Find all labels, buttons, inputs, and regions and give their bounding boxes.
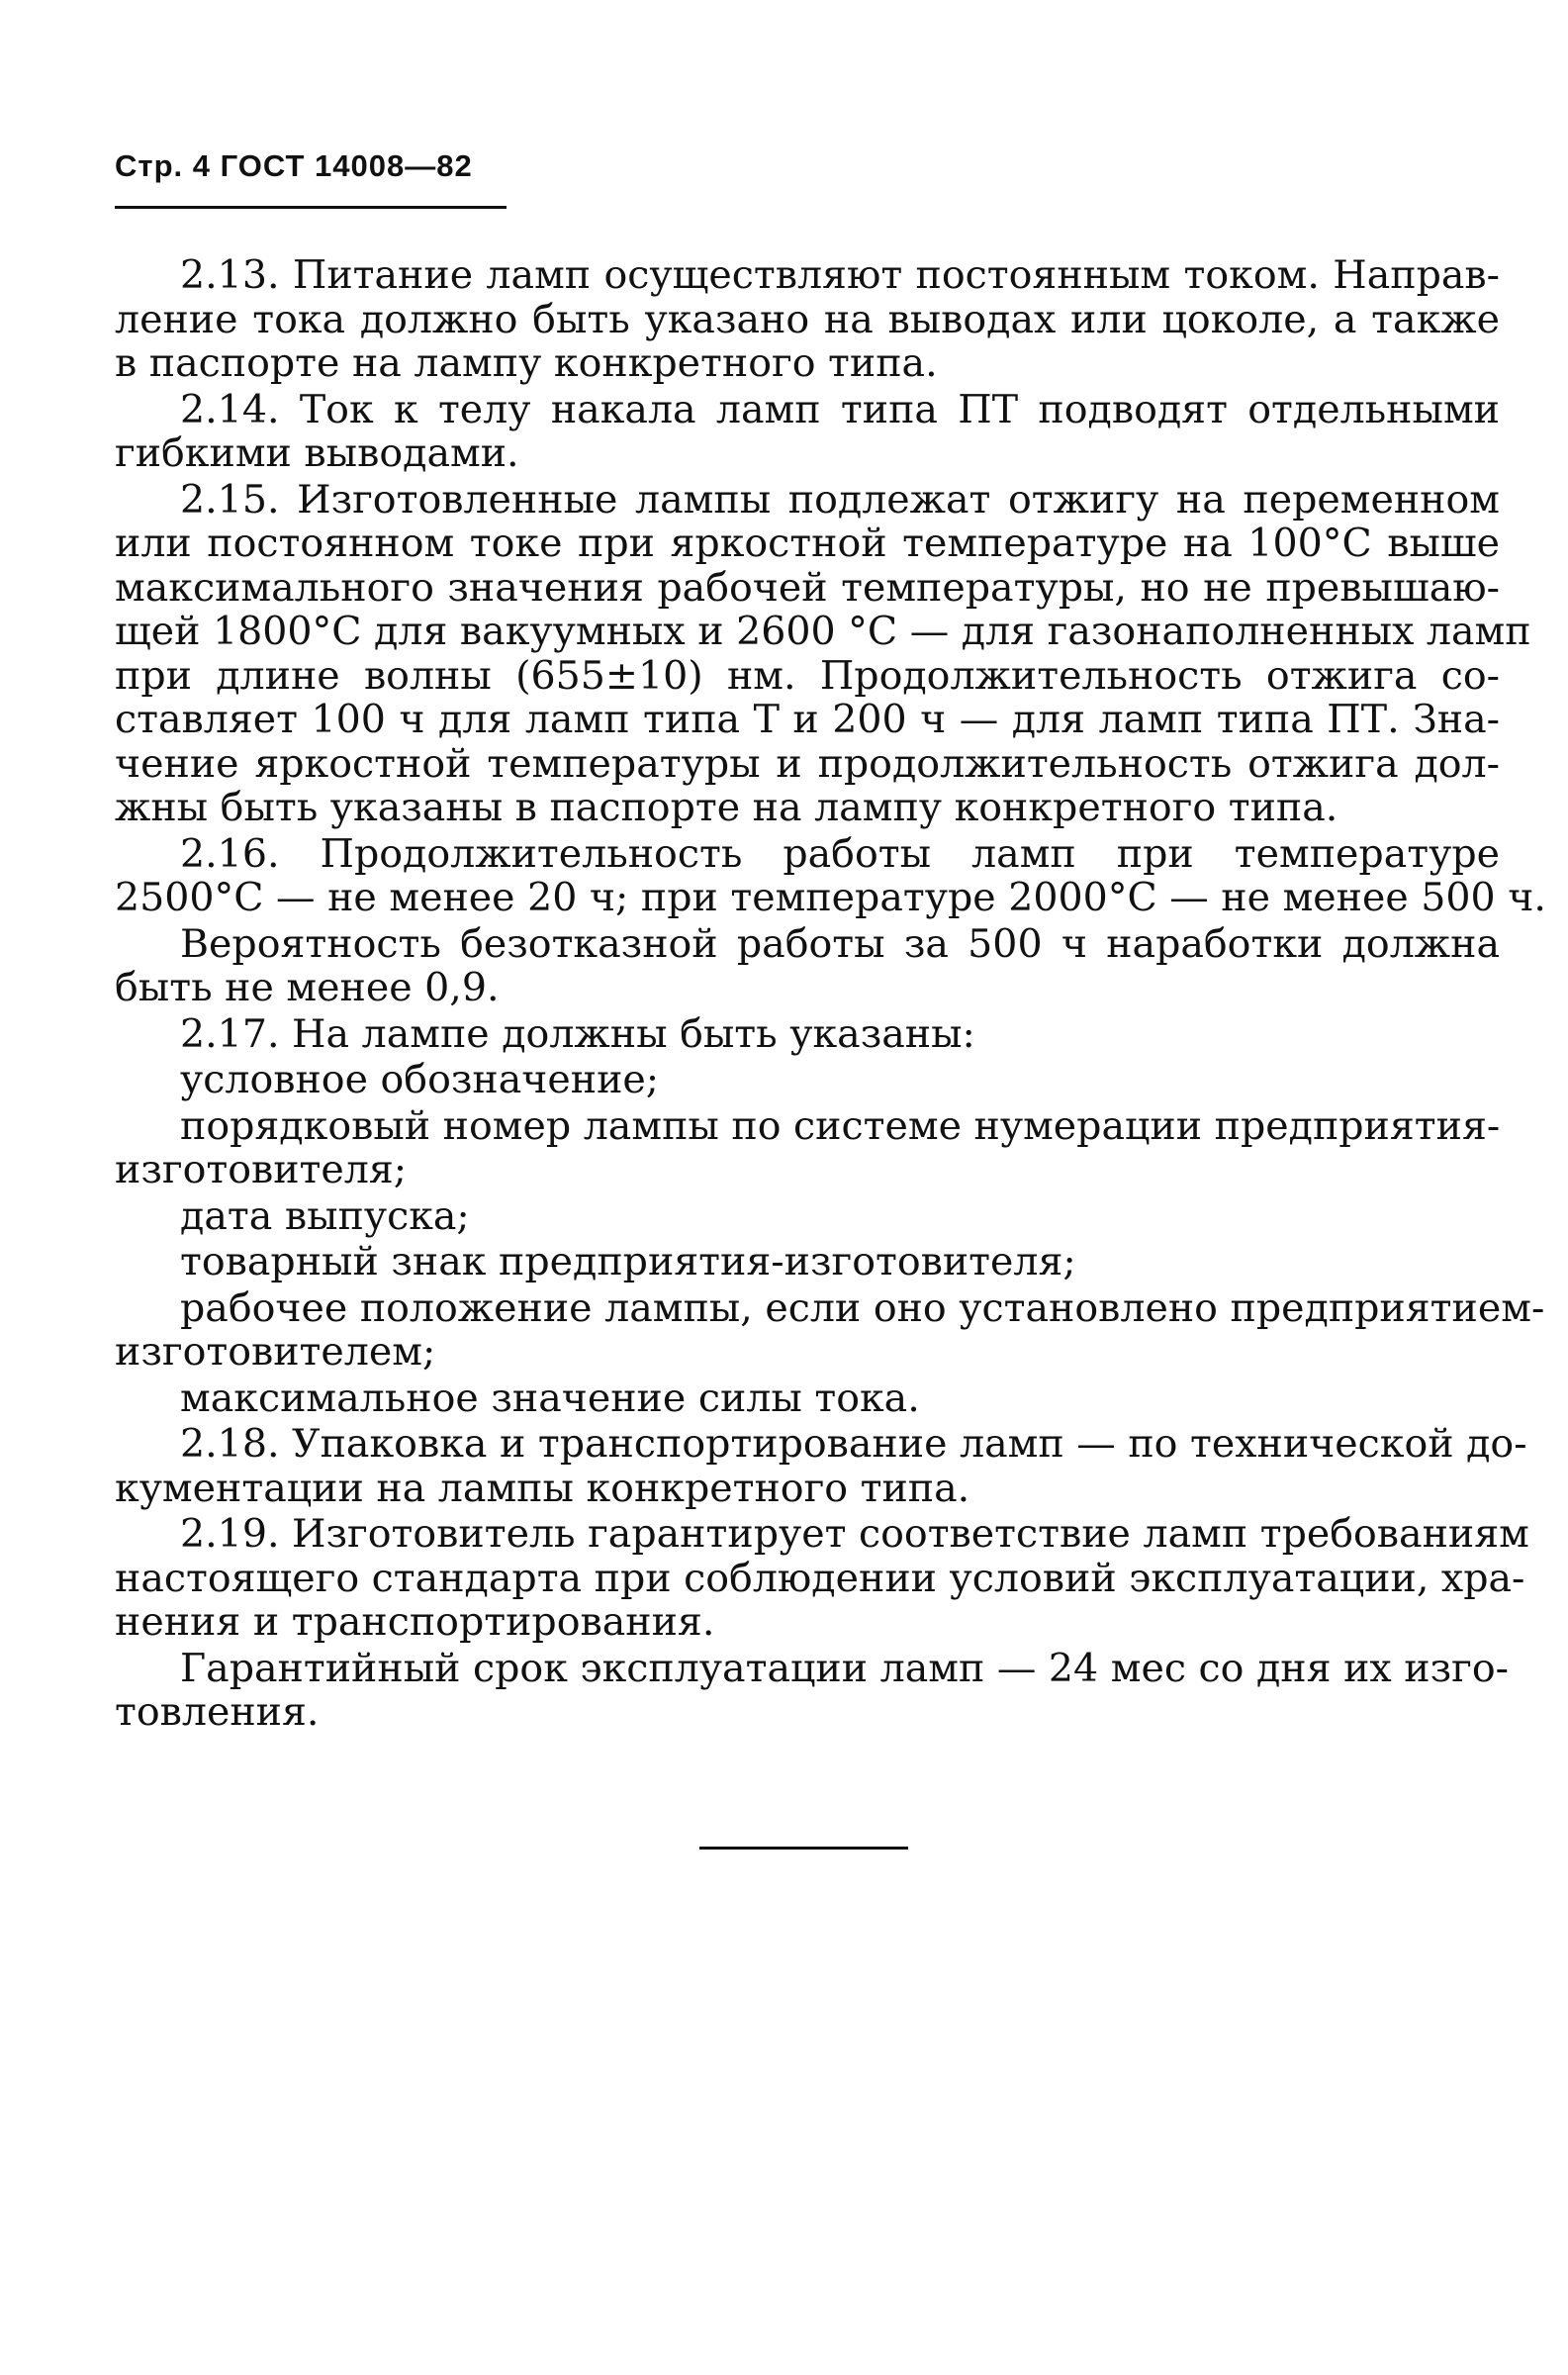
text-line: гибкими выводами. [115, 430, 519, 476]
text-line: 2.14. Ток к телу накала ламп типа ПТ подводят отдельными [180, 386, 1500, 432]
text-line: 2.15. Изготовленные лампы подлежат отжигу на переменном [180, 476, 1500, 522]
text-line: ставляет 100 ч для ламп типа Т и 200 ч — для ламп типа ПТ. Зна- [115, 697, 1500, 742]
list-item: условное обозначение; [180, 1057, 660, 1102]
list-item: товарный знак предприятия-изготовителя; [180, 1239, 1076, 1284]
text-line: быть не менее 0,9. [115, 965, 500, 1010]
document-body [115, 252, 1546, 1735]
text-line: Гарантийный срок эксплуатации ламп — 24 мес со дня их изго- [180, 1645, 1509, 1691]
list-item: рабочее положение лампы, если оно установлено предприятием- [180, 1284, 1545, 1331]
text-line: 2.19. Изготовитель гарантирует соответствие ламп требованиям [180, 1511, 1529, 1557]
text-line: жны быть указаны в паспорте на лампу конкретного типа. [115, 785, 1338, 830]
list-item: порядковый номер лампы по системе нумерации предприятия- [180, 1102, 1501, 1149]
text-line: в паспорте на лампу конкретного типа. [115, 340, 938, 386]
list-item: дата выпуска; [180, 1192, 470, 1239]
text-line: ление тока должно быть указано на выводах или цоколе, а также [115, 296, 1500, 342]
standard-number: ГОСТ 14008—82 [220, 148, 473, 183]
text-line: нения и транспортирования. [115, 1599, 715, 1645]
text-line: или постоянном токе при яркостной температуре на 100°С выше [115, 521, 1500, 566]
text-line: при длине волны (655±10) нм. Продолжительность отжига со- [115, 652, 1500, 699]
text-line: 2.16. Продолжительность работы ламп при температуре [180, 830, 1500, 877]
text-line: 2.18. Упаковка и транспортирование ламп — по технической до- [180, 1421, 1527, 1467]
text-line: максимального значения рабочей температуры, но не превышаю- [115, 564, 1500, 611]
text-line: настоящего стандарта при соблюдении условий эксплуатации, хра- [115, 1555, 1525, 1601]
text-line: чение яркостной температуры и продолжительность отжига дол- [115, 740, 1500, 787]
text-line: Вероятность безотказной работы за 500 ч наработки должна [180, 920, 1500, 967]
text-line: 2.13. Питание ламп осуществляют постоянным током. Направ- [180, 252, 1500, 298]
list-item: изготовителя; [115, 1147, 408, 1192]
page-number: Стр. 4 [115, 148, 211, 183]
end-rule [699, 1847, 908, 1850]
text-line: 2500°С — не менее 20 ч; при температуре 2000°С — не менее 500 ч. [115, 875, 1546, 920]
list-item: изготовителем; [115, 1329, 436, 1375]
header-rule [115, 206, 507, 209]
text-line: щей 1800°С для вакуумных и 2600 °С — для газонаполненных ламп [115, 609, 1531, 654]
page-header [115, 148, 473, 184]
text-line: кументации на лампы конкретного типа. [115, 1465, 970, 1511]
text-line: товления. [115, 1689, 320, 1735]
text-line: 2.17. На лампе должны быть указаны: [180, 1010, 975, 1057]
list-item: максимальное значение силы тока. [180, 1375, 920, 1421]
